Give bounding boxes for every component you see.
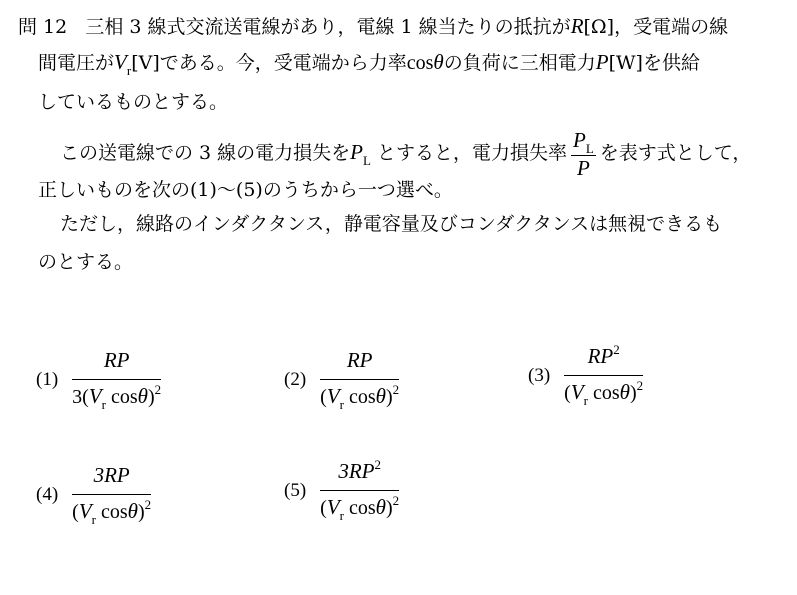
option-fraction	[72, 462, 151, 527]
den-exponent: 2	[144, 497, 152, 512]
den-var-V: V	[78, 499, 92, 523]
option-3[interactable]	[528, 343, 643, 408]
den-subscript-r: r	[91, 512, 96, 527]
question-text: [Ω]，受電端の線	[583, 16, 729, 38]
frac-var-P: P	[573, 127, 586, 152]
den-paren-close: )	[386, 386, 393, 408]
den-theta: θ	[137, 384, 148, 408]
den-coef: 3	[72, 386, 83, 408]
numerator-exponent: 2	[613, 342, 620, 357]
den-theta: θ	[375, 495, 386, 519]
den-cos: cos	[593, 382, 620, 404]
option-1[interactable]	[36, 347, 161, 412]
question-text: しているものとする。	[38, 91, 229, 113]
den-theta: θ	[127, 499, 138, 523]
var-V: V	[114, 50, 127, 74]
den-var-V: V	[326, 384, 340, 408]
option-label: (2)	[284, 368, 307, 390]
question-text: とすると，電力損失率	[377, 142, 568, 164]
den-subscript-r: r	[339, 508, 344, 523]
den-paren-open: (	[320, 386, 327, 408]
frac-var-P-den: P	[576, 155, 590, 180]
option-4[interactable]	[36, 462, 151, 527]
option-label: (4)	[36, 483, 59, 505]
den-paren-open: (	[564, 382, 571, 404]
den-exponent: 2	[392, 382, 400, 397]
den-cos: cos	[349, 386, 376, 408]
den-subscript-r: r	[583, 393, 588, 408]
cos-text: cos	[406, 52, 434, 74]
question-text: この送電線での 3 線の電力損失を	[60, 142, 351, 164]
den-var-V: V	[570, 380, 584, 404]
question-text: を表す式として，	[599, 142, 752, 164]
den-exponent: 2	[636, 378, 644, 393]
option-fraction	[72, 347, 161, 412]
den-cos: cos	[349, 497, 376, 519]
question-line-7	[38, 248, 133, 276]
numerator: 3RP	[93, 463, 130, 487]
numerator: RP	[587, 344, 614, 368]
option-label: (5)	[284, 479, 307, 501]
den-paren-open: (	[82, 386, 89, 408]
numerator: RP	[103, 348, 130, 372]
den-subscript-r: r	[101, 397, 106, 412]
question-line-6	[60, 210, 722, 238]
option-5[interactable]	[284, 458, 399, 523]
var-R: R	[570, 14, 584, 38]
numerator: RP	[346, 348, 373, 372]
den-cos: cos	[101, 501, 128, 523]
question-text: 間電圧が	[38, 52, 115, 74]
option-label: (3)	[528, 364, 551, 386]
question-text: のとする。	[38, 251, 134, 273]
option-label: (1)	[36, 368, 59, 390]
den-var-V: V	[88, 384, 102, 408]
den-paren-close: )	[630, 382, 637, 404]
den-paren-close: )	[138, 501, 145, 523]
den-subscript-r: r	[339, 397, 344, 412]
question-text: 正しいものを次の(1)～(5)のうちから一つ選べ。	[38, 179, 453, 201]
den-theta: θ	[619, 380, 630, 404]
den-exponent: 2	[154, 382, 162, 397]
den-cos: cos	[111, 386, 138, 408]
option-fraction	[320, 458, 399, 523]
den-paren-open: (	[320, 497, 327, 519]
question-line-4	[60, 124, 751, 183]
question-text: [V]である。今，受電端から力率	[131, 52, 407, 74]
den-paren-close: )	[148, 386, 155, 408]
question-line-1	[18, 12, 728, 41]
var-P: P	[595, 50, 609, 74]
question-line-3	[38, 88, 228, 116]
question-text: 三相 3 線式交流送電線があり，電線 1 線当たりの抵抗が	[85, 16, 571, 38]
question-number: 問 12	[18, 16, 68, 38]
den-paren-open: (	[72, 501, 79, 523]
subscript-r: r	[126, 63, 132, 78]
question-text: ただし，線路のインダクタンス，静電容量及びコンダクタンスは無視できるも	[60, 213, 723, 235]
den-theta: θ	[375, 384, 386, 408]
loss-ratio-fraction	[571, 128, 596, 181]
question-text: の負荷に三相電力	[443, 52, 596, 74]
var-P-L: P	[350, 140, 363, 164]
den-paren-close: )	[386, 497, 393, 519]
question-line-2	[38, 48, 700, 79]
den-var-V: V	[326, 495, 340, 519]
theta-symbol: θ	[433, 50, 444, 74]
numerator-exponent: 2	[374, 457, 381, 472]
question-line-5	[38, 176, 453, 204]
frac-subscript-L: L	[585, 140, 594, 156]
option-2[interactable]	[284, 347, 399, 412]
option-fraction	[564, 343, 643, 408]
subscript-L: L	[363, 153, 371, 168]
den-exponent: 2	[392, 493, 400, 508]
option-fraction	[320, 347, 399, 412]
question-text: [W]を供給	[608, 52, 700, 74]
numerator: 3RP	[338, 459, 375, 483]
